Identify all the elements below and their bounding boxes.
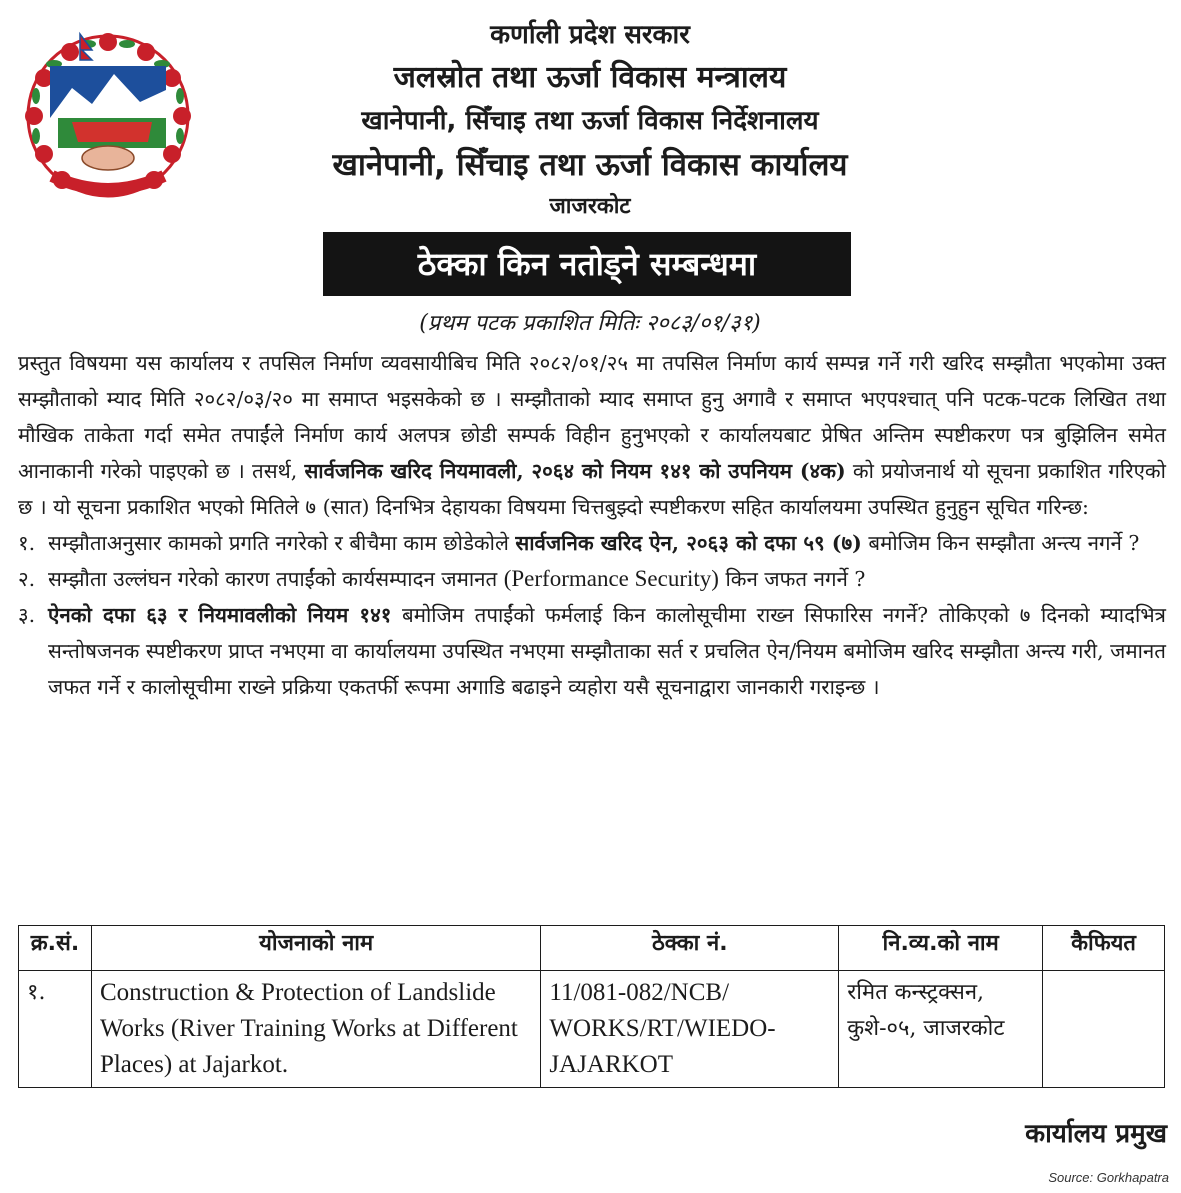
- office-header: [200, 14, 980, 226]
- column-header: क्र.सं.: [19, 926, 92, 971]
- item-number: २.: [18, 567, 36, 591]
- column-header: कैफियत: [1043, 926, 1165, 971]
- table-row: [19, 971, 1165, 1088]
- province-name: कर्णाली प्रदेश सरकार: [490, 20, 690, 50]
- remarks-cell: [1043, 971, 1165, 1088]
- list-item: ३. ऐनको दफा ६३ र नियमावलीको नियम १४१ बमोजिम तपाईंको फर्मलाई किन कालोसूचीमा राख्न सिफारिस नगर्ने? तोकिएको ७ दिनको म्यादभित्र सन्तोषजनक स्पष्टीकरण प्राप्त नभएमा वा कार्यालयमा उपस्थित नभएमा सम्झौताका सर्त र प्रचलित ऐन/नियम बमोजिम खरिद सम्झौता अन्त्य गरी, जमानत जफत गर्ने र कालोसूचीमा राख्ने प्रक्रिया एकतर्फी रूपमा अगाडि बढाइने व्यहोरा यसै सूचनाद्वारा जानकारी गराइन्छ ।: [18, 597, 1166, 705]
- rule-reference: सार्वजनिक खरिद नियमावली, २०६४ को नियम १४१ को उपनियम (४क): [304, 459, 846, 483]
- published-date: (प्रथम पटक प्रकाशित मितिः २०८३/०१/३१): [419, 311, 761, 336]
- intro-paragraph: प्रस्तुत विषयमा यस कार्यालय र तपसिल निर्माण व्यवसायीबिच मिति २०८२/०१/२५ मा तपसिल निर्माण कार्य सम्पन्न गर्ने गरी खरिद सम्झौता भएकोमा उक्त सम्झौताको म्याद मिति २०८२/०३/२० मा समाप्त भइसकेको छ । सम्झौताको म्याद समाप्त हुनु अगावै र समाप्त भएपश्चात् पनि पटक-पटक लिखित तथा मौखिक ताकेता गर्दा समेत तपाईंले निर्माण कार्य अलपत्र छोडी सम्पर्क विहीन हुनुभएको र कार्यालयबाट प्रेषित अन्तिम स्पष्टीकरण पत्र बुझिलिन समेत आनाकानी गरेको पाइएको छ । तसर्थ, सार्वजनिक खरिद नियमावली, २०६४ को नियम १४१ को उपनियम (४क) को प्रयोजनार्थ यो सूचना प्रकाशित गरिएको छ । यो सूचना प्रकाशित भएको मितिले ७ (सात) दिनभित्र देहायका विषयमा चित्तबुझ्दो स्पष्टीकरण सहित कार्यालयमा उपस्थित हुनुहुन सूचित गरिन्छ:: [18, 351, 1166, 519]
- source-credit: Source: Gorkhapatra: [1048, 1170, 1169, 1185]
- column-header: नि.व्य.को नाम: [839, 926, 1043, 971]
- item-number: ३.: [18, 603, 36, 627]
- column-header: योजनाको नाम: [91, 926, 540, 971]
- directorate-name: खानेपानी, सिँचाइ तथा ऊर्जा विकास निर्देशनालय: [361, 106, 819, 136]
- column-header: ठेक्का नं.: [541, 926, 839, 971]
- contract-table: [18, 925, 1165, 1088]
- list-item: २. सम्झौता उल्लंघन गरेको कारण तपाईंको कार्यसम्पादन जमानत (Performance Security) किन जफत नगर्ने ?: [18, 561, 1166, 597]
- notice-body: [18, 345, 1166, 705]
- item-number: १.: [18, 531, 36, 555]
- contract-number-cell: 11/081-082/NCB/ WORKS/RT/WIEDO-JAJARKOT: [541, 971, 839, 1088]
- office-head-signature: कार्यालय प्रमुख: [1025, 1119, 1167, 1149]
- table-header-row: [19, 926, 1165, 971]
- office-name: खानेपानी, सिँचाइ तथा ऊर्जा विकास कार्यालय: [332, 147, 848, 183]
- list-item: १. सम्झौताअनुसार कामको प्रगति नगरेको र बीचैमा काम छोडेकोले सार्वजनिक खरिद ऐन, २०६३ को दफा ५९ (७) बमोजिम किन सम्झौता अन्त्य नगर्ने ?: [18, 525, 1166, 561]
- nepal-government-emblem-icon: [22, 30, 194, 202]
- district-name: जाजरकोट: [549, 194, 631, 219]
- contractor-cell: रमित कन्स्ट्रक्सन, कुशे-०५, जाजरकोट: [839, 971, 1043, 1088]
- notice-title: ठेक्का किन नतोड्ने सम्बन्धमा: [323, 232, 851, 296]
- serial-number-cell: १.: [19, 971, 92, 1088]
- project-name-cell: Construction & Protection of Landslide Works (River Training Works at Different Places) at Jajarkot.: [91, 971, 540, 1088]
- ministry-name: जलस्रोत तथा ऊर्जा विकास मन्त्रालय: [393, 60, 787, 95]
